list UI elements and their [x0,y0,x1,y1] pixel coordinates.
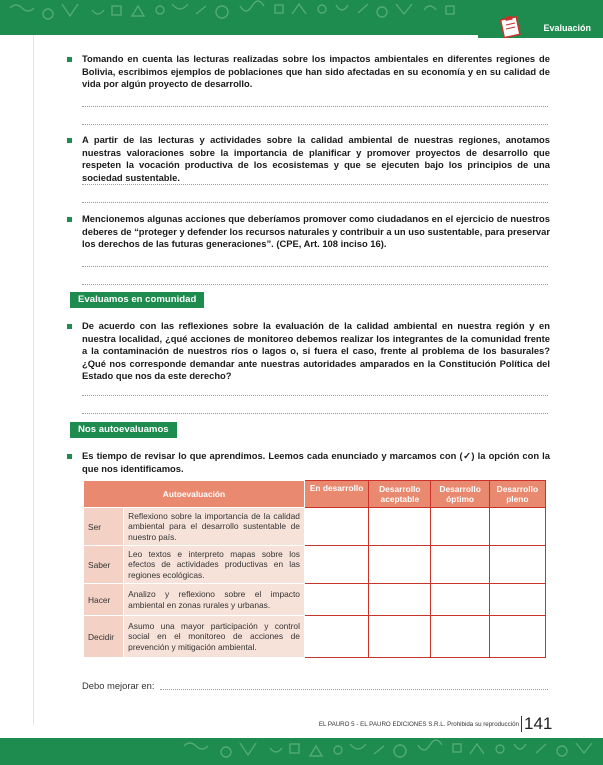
answer-line[interactable] [82,106,548,107]
row-statement: Analizo y reflexiono sobre el impacto ambiental en zonas rurales y urbanas. [124,584,305,616]
question-3: Mencionemos algunas acciones que deberíamos promover como ciudadanos en el ejercicio de nuestros deberes de “proteger y defender los recursos naturales y contribuir a un uso sustentable, para preservar los derechos de las futuras generaciones”. (CPE, Art. 108 inciso 16). [82,213,550,250]
table-row [84,508,546,546]
self-eval-instruction: Es tiempo de revisar lo que aprendimos. Leemos cada enunciado y marcamos con (✓) la opción con la que nos identificamos. [82,450,550,474]
bottom-decorative-band [0,738,603,765]
bullet-icon [67,138,72,143]
answer-line[interactable] [82,413,548,414]
row-category: Hacer [84,584,124,616]
footer-text: EL PAURO 5 - EL PAURO EDICIONES S.R.L. Prohibida su reproducción [318,721,519,728]
row-category: Ser [84,508,124,546]
column-header: Desarrollo óptimo [431,481,489,508]
self-eval-badge: Nos autoevaluamos [70,422,177,438]
table-row [84,546,546,584]
check-cell[interactable] [369,546,431,584]
answer-line[interactable] [82,124,548,125]
footer-divider [521,716,522,732]
check-cell[interactable] [431,616,489,658]
row-statement: Reflexiono sobre la importancia de la calidad ambiental para el desarrollo sustentable de nuestro país. [124,508,305,546]
answer-line[interactable] [82,202,548,203]
check-cell[interactable] [431,508,489,546]
check-cell[interactable] [431,546,489,584]
row-statement: Leo textos e interpreto mapas sobre los efectos de actividades productivas en las regiones ecológicas. [124,546,305,584]
row-category: Decidir [84,616,124,658]
check-cell[interactable] [304,508,368,546]
check-cell[interactable] [369,508,431,546]
answer-line[interactable] [82,184,548,185]
check-cell[interactable] [304,584,368,616]
pattern-icon [0,738,603,765]
community-question: De acuerdo con las reflexiones sobre la evaluación de la calidad ambiental en nuestra región y en nuestra localidad, ¿qué acciones de monitoreo debemos realizar los integrantes de la comunidad frente a la contaminación de nuestros ríos o lagos o, si fuera el caso, frente al problema de los basurales? ¿Qué nos corresponde demandar ante nuestras autoridades amparados en la Constitución Política del Estado que nos da este derecho? [82,320,550,382]
answer-line[interactable] [82,284,548,285]
column-header: En desarrollo [304,481,368,508]
check-cell[interactable] [304,616,368,658]
check-cell[interactable] [489,584,545,616]
bullet-icon [67,324,72,329]
table-header: Autoevaluación [84,481,305,508]
page-number: 141 [524,714,553,733]
bullet-icon [67,57,72,62]
clipboard-icon [499,14,523,38]
answer-line[interactable] [82,395,548,396]
check-cell[interactable] [369,584,431,616]
check-cell[interactable] [489,546,545,584]
self-evaluation-table [83,480,546,658]
improve-label: Debo mejorar en: [82,680,155,691]
check-cell[interactable] [369,616,431,658]
check-cell[interactable] [304,546,368,584]
community-badge: Evaluamos en comunidad [70,292,204,308]
question-1: Tomando en cuenta las lecturas realizadas sobre los impactos ambientales en diferentes regiones de Bolivia, escribimos ejemplos de poblaciones que han sido afectadas en su economía y en su calidad de vida por algún proyecto de desarrollo. [82,53,550,90]
check-cell[interactable] [431,584,489,616]
margin-rule [33,35,34,725]
column-header: Desarrollo pleno [489,481,545,508]
row-category: Saber [84,546,124,584]
row-statement: Asumo una mayor participación y control social en el monitoreo de acciones de prevención y mitigación ambiental. [124,616,305,658]
table-row [84,616,546,658]
table-row [84,584,546,616]
table-header-row [84,481,546,508]
check-cell[interactable] [489,508,545,546]
improve-answer-line[interactable] [160,689,548,690]
check-cell[interactable] [489,616,545,658]
bullet-icon [67,217,72,222]
bullet-icon [67,454,72,459]
column-header: Desarrollo aceptable [369,481,431,508]
section-label: Evaluación [543,23,591,33]
answer-line[interactable] [82,266,548,267]
question-2: A partir de las lecturas y actividades sobre la calidad ambiental de nuestras regiones, anotamos nuestras valoraciones sobre la importancia de planificar y promover proyectos de desarrollo que respeten la vocación productiva de los ecosistemas y que se ejecuten bajo los principios de una sociedad sustentable. [82,134,550,183]
